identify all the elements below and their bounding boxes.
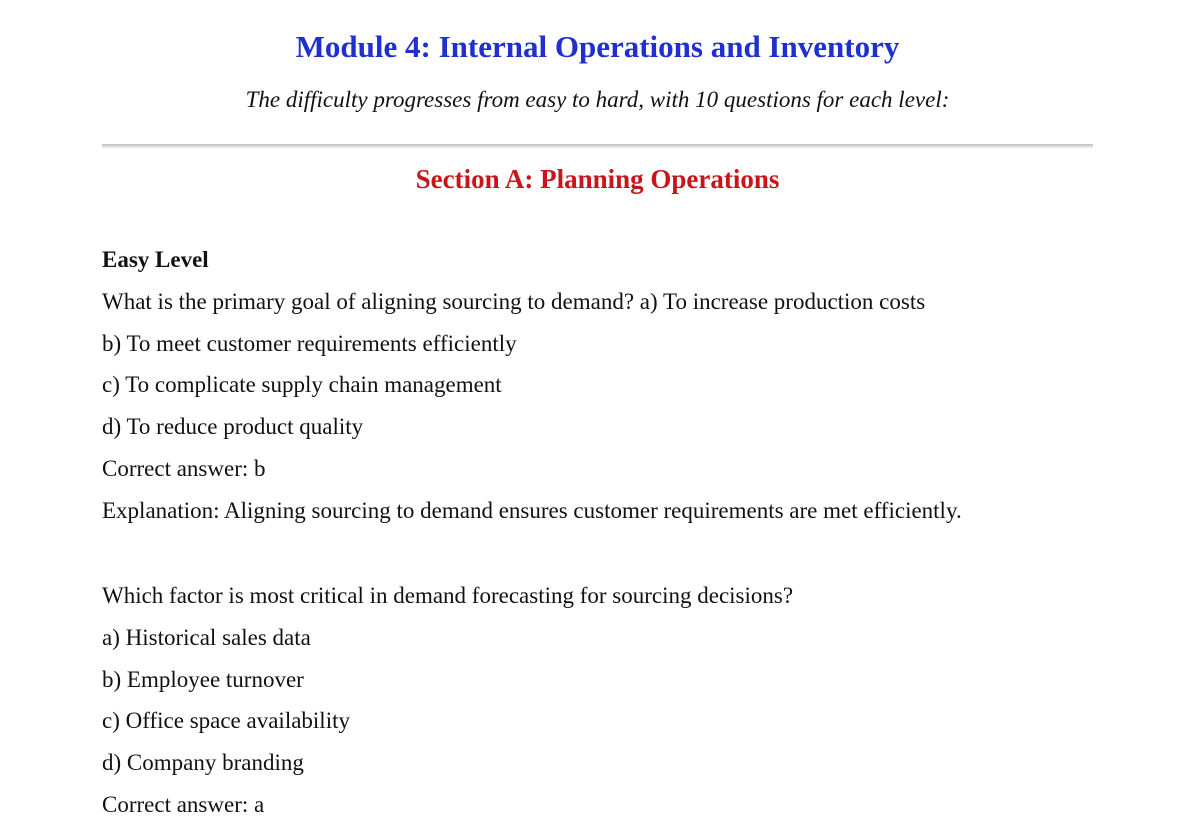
question-1-option-c: c) To complicate supply chain management (102, 372, 502, 397)
question-2-option-d: d) Company branding (102, 750, 304, 775)
module-title: Module 4: Internal Operations and Inventory (295, 29, 900, 64)
question-1-explanation: Explanation: Aligning sourcing to demand ensures customer requirements are met efficiently. (102, 498, 962, 523)
question-2-text: Which factor is most critical in demand forecasting for sourcing decisions? (102, 583, 794, 608)
question-2-option-a: a) Historical sales data (102, 625, 311, 650)
module-subtitle: The difficulty progresses from easy to hard, with 10 questions for each level: (245, 87, 950, 112)
question-1-option-d: d) To reduce product quality (102, 414, 364, 439)
level-heading: Easy Level (102, 247, 209, 272)
section-heading: Section A: Planning Operations (415, 164, 780, 194)
question-2-option-b: b) Employee turnover (102, 667, 304, 692)
question-1-option-b: b) To meet customer requirements efficiently (102, 331, 517, 356)
horizontal-divider (102, 144, 1093, 148)
question-1-text: What is the primary goal of aligning sourcing to demand? a) To increase production costs (102, 289, 926, 314)
question-1-correct-answer: Correct answer: b (102, 456, 266, 481)
question-2-correct-answer: Correct answer: a (102, 792, 265, 817)
question-2-option-c: c) Office space availability (102, 708, 350, 733)
